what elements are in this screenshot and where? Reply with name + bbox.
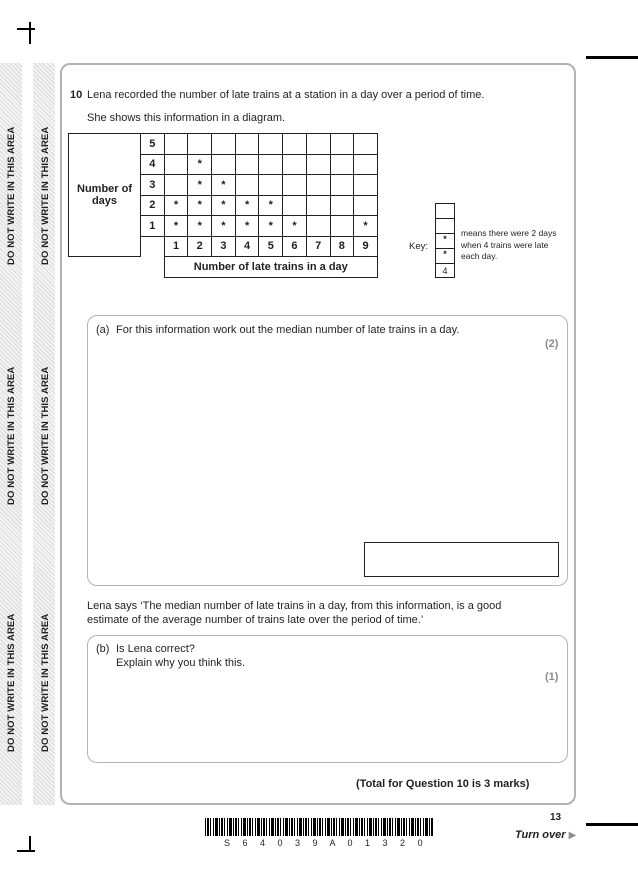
- grid-cell: [164, 175, 188, 196]
- margin-warning: DO NOT WRITE IN THIS AREA: [6, 366, 17, 505]
- part-a-text: For this information work out the median number of late trains in a day.: [116, 324, 460, 336]
- barcode-text: S 6 4 0 3 9 A 0 1 3 2 0: [224, 838, 428, 848]
- grid-cell: [306, 134, 330, 155]
- grid-cell: [259, 154, 283, 175]
- grid-cell: [235, 134, 259, 155]
- margin-warning: DO NOT WRITE IN THIS AREA: [40, 366, 51, 505]
- grid-cell: [330, 195, 354, 216]
- grid-cell: [283, 195, 307, 216]
- y-axis-label: Number of days: [69, 134, 141, 257]
- x-tick: 6: [283, 236, 307, 257]
- edge-mark: [586, 56, 638, 59]
- answer-box[interactable]: [364, 542, 559, 577]
- question-intro: Lena recorded the number of late trains at a station in a day over a period of time.: [87, 89, 485, 101]
- grid-cell: [164, 134, 188, 155]
- x-axis-label: Number of late trains in a day: [164, 257, 377, 278]
- grid-cell: [330, 154, 354, 175]
- star-mark: *: [283, 216, 307, 237]
- statement-line-1: Lena says ‘The median number of late trains in a day, from this information, is a good: [87, 600, 502, 612]
- grid-cell: [330, 175, 354, 196]
- star-mark: *: [212, 216, 236, 237]
- x-tick: 7: [306, 236, 330, 257]
- grid-cell: [188, 134, 212, 155]
- part-a-marks: (2): [545, 338, 559, 350]
- grid-cell: [306, 154, 330, 175]
- grid-cell: [354, 195, 378, 216]
- grid-spacer: [141, 257, 165, 278]
- y-tick: 5: [141, 134, 165, 155]
- star-mark: *: [354, 216, 378, 237]
- star-mark: *: [164, 216, 188, 237]
- x-tick: 4: [235, 236, 259, 257]
- grid-cell: [283, 175, 307, 196]
- x-tick: 9: [354, 236, 378, 257]
- star-mark: *: [212, 175, 236, 196]
- grid-spacer: [69, 257, 141, 278]
- question-intro-2: She shows this information in a diagram.: [87, 112, 286, 124]
- grid-cell: [235, 154, 259, 175]
- grid-cell: [235, 175, 259, 196]
- margin-warning: DO NOT WRITE IN THIS AREA: [6, 126, 17, 265]
- crop-mark: [29, 836, 31, 852]
- star-mark: *: [212, 195, 236, 216]
- grid-cell: [306, 216, 330, 237]
- part-b-line-1: Is Lena correct?: [116, 643, 195, 655]
- margin-warning: DO NOT WRITE IN THIS AREA: [6, 613, 17, 752]
- grid-cell: [354, 175, 378, 196]
- x-tick: 5: [259, 236, 283, 257]
- key-cell-star: *: [435, 233, 455, 248]
- grid-cell: [259, 134, 283, 155]
- grid-cell: [306, 195, 330, 216]
- x-tick: 2: [188, 236, 212, 257]
- grid-cell: [283, 154, 307, 175]
- part-b-label: (b): [96, 643, 110, 655]
- grid-cell: [259, 175, 283, 196]
- star-mark: *: [235, 216, 259, 237]
- question-number: 10: [70, 89, 83, 101]
- grid-cell: [164, 154, 188, 175]
- grid-cell: [354, 154, 378, 175]
- grid-cell: [306, 175, 330, 196]
- crop-mark: [17, 28, 35, 30]
- grid-cell: [212, 154, 236, 175]
- arrow-right-icon: ▶: [568, 830, 577, 841]
- star-mark: *: [164, 195, 188, 216]
- x-tick: 1: [164, 236, 188, 257]
- grid-corner: [141, 236, 165, 257]
- key-description: means there were 2 days when 4 trains were late each day.: [461, 228, 557, 261]
- grid-cell: [283, 134, 307, 155]
- x-tick: 8: [330, 236, 354, 257]
- key-cell-empty: [435, 203, 455, 218]
- grid-cell: [354, 134, 378, 155]
- grid-cell: [330, 134, 354, 155]
- part-b-marks: (1): [545, 671, 559, 683]
- part-b-line-2: Explain why you think this.: [116, 657, 246, 669]
- statement-line-2: estimate of the average number of trains late over the period of time.’: [87, 614, 424, 626]
- key-label: Key:: [409, 241, 429, 252]
- star-mark: *: [188, 154, 212, 175]
- key-cell-star: *: [435, 248, 455, 263]
- total-marks: (Total for Question 10 is 3 marks): [356, 778, 530, 790]
- star-mark: *: [188, 216, 212, 237]
- dot-diagram: [68, 133, 378, 278]
- star-mark: *: [259, 216, 283, 237]
- turn-over: Turn over ▶: [515, 829, 577, 841]
- star-mark: *: [259, 195, 283, 216]
- y-tick: 3: [141, 175, 165, 196]
- y-tick: 4: [141, 154, 165, 175]
- star-mark: *: [188, 175, 212, 196]
- edge-mark: [586, 823, 638, 826]
- part-a-label: (a): [96, 324, 110, 336]
- key-cell-empty: [435, 218, 455, 233]
- grid-cell: [330, 216, 354, 237]
- barcode: [205, 818, 433, 836]
- x-tick: 3: [212, 236, 236, 257]
- star-mark: *: [235, 195, 259, 216]
- margin-warning: DO NOT WRITE IN THIS AREA: [40, 613, 51, 752]
- y-tick: 1: [141, 216, 165, 237]
- page-number: 13: [550, 812, 562, 823]
- crop-mark: [17, 850, 35, 852]
- y-tick: 2: [141, 195, 165, 216]
- grid-cell: [212, 134, 236, 155]
- key-cell-value: 4: [435, 263, 455, 278]
- star-mark: *: [188, 195, 212, 216]
- crop-mark: [29, 22, 31, 44]
- margin-warning: DO NOT WRITE IN THIS AREA: [40, 126, 51, 265]
